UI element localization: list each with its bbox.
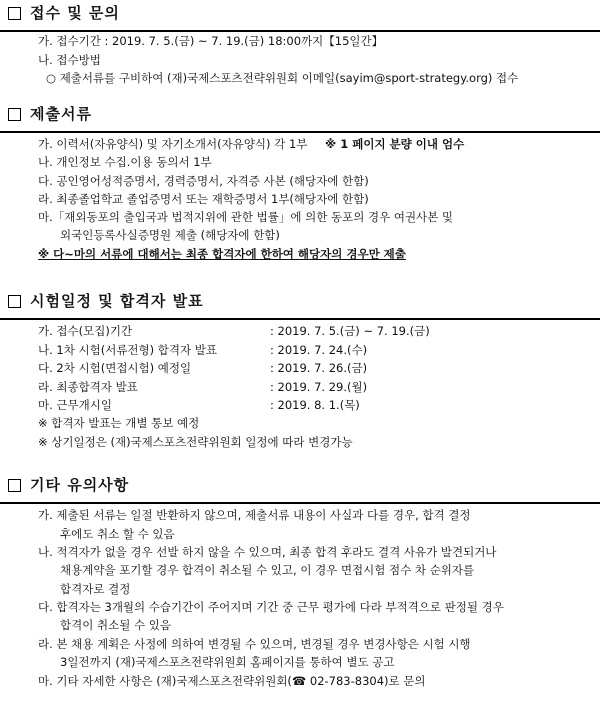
checkbox-square-icon [8, 479, 21, 492]
checkbox-square-icon [8, 7, 21, 20]
s4-line-5: 합격자로 결정 [60, 582, 131, 596]
s3-row-4 [38, 380, 367, 394]
s1-line-2: 나. 접수방법 [38, 53, 101, 67]
s2-line-1-main: 가. 이력서(자유양식) 및 자기소개서(자유양식) 각 1부 [38, 137, 308, 151]
s4-line-7: 합격이 취소될 수 있음 [60, 618, 171, 632]
s2-line-1 [38, 137, 464, 151]
section-header-documents [0, 103, 600, 133]
s3-row-label: 라. 최종합격자 발표 [38, 380, 138, 394]
s4-line-6: 다. 합격자는 3개월의 수습기간이 주어지며 기간 중 근무 평가에 다라 부적격으로 판정될 경우 [38, 600, 504, 614]
s3-row-value: : 2019. 7. 29.(월) [270, 380, 368, 394]
section-title: 기타 유의사항 [30, 476, 130, 494]
s3-row-2 [38, 343, 367, 357]
s4-line-8: 라. 본 채용 계획은 사정에 의하여 변경될 수 있으며, 변경될 경우 변경사항은 시험 시행 [38, 637, 471, 651]
s3-row-3 [38, 361, 367, 375]
s4-line-9: 3일전까지 (재)국제스포츠전략위원회 홈페이지를 통하여 별도 공고 [60, 655, 395, 669]
s3-row-value: : 2019. 7. 5.(금) ~ 7. 19.(금) [270, 324, 430, 338]
checkbox-square-icon [8, 295, 21, 308]
s4-line-3: 나. 적격자가 없을 경우 선발 하지 않을 수 있으며, 최종 합격 후라도 결격 사유가 발견되거나 [38, 545, 497, 559]
section-header-contact [0, 2, 600, 32]
s3-row-value: : 2019. 7. 26.(금) [270, 361, 368, 375]
s1-line-1: 가. 접수기간 : 2019. 7. 5.(금) ~ 7. 19.(금) 18:00까지【15일간】 [38, 34, 384, 48]
section-title: 시험일정 및 합격자 발표 [30, 292, 204, 310]
s3-note-2: ※ 상기일정은 (재)국제스포츠전략위원회 일정에 따라 변경가능 [38, 435, 353, 449]
s3-row-label: 마. 근무개시일 [38, 398, 112, 412]
s4-line-1: 가. 제출된 서류는 일절 반환하지 않으며, 제출서류 내용이 사실과 다를 경우, 합격 결정 [38, 508, 471, 522]
s3-note-1: ※ 합격자 발표는 개별 통보 예정 [38, 416, 200, 430]
s2-page-limit-note: ※ 1 페이지 분량 이내 엄수 [325, 137, 465, 151]
s3-row-1 [38, 324, 430, 338]
s2-bold-note: ※ 다~마의 서류에 대해서는 최종 합격자에 한하여 해당자의 경우만 제출 [38, 247, 406, 261]
s3-row-value: : 2019. 8. 1.(목) [270, 398, 360, 412]
s3-row-label: 나. 1차 시험(서류전형) 합격자 발표 [38, 343, 217, 357]
section-header-schedule [0, 290, 600, 320]
s3-row-label: 가. 접수(모집)기간 [38, 324, 133, 338]
s4-line-4: 채용계약을 포기할 경우 합격이 취소될 수 있고, 이 경우 면접시험 점수 차 순위자를 [60, 563, 475, 577]
s3-row-value: : 2019. 7. 24.(수) [270, 343, 368, 357]
s2-line-4: 라. 최종졸업학교 졸업증명서 또는 재학증명서 1부(해당자에 한함) [38, 192, 369, 206]
s2-line-2: 나. 개인정보 수집.이용 동의서 1부 [38, 155, 212, 169]
s2-line-5: 마.「재외동포의 출입국과 법적지위에 관한 법률」에 의한 동포의 경우 여권사본 및 [38, 210, 454, 224]
s1-line-3: ○ 제출서류를 구비하여 (재)국제스포츠전략위원회 이메일(sayim@sport-strategy.org) 접수 [46, 71, 519, 85]
s4-line-10: 마. 기타 자세한 사항은 (재)국제스포츠전략위원회(☎ 02-783-8304)로 문의 [38, 674, 426, 688]
s3-row-5 [38, 398, 360, 412]
section-title: 접수 및 문의 [30, 4, 120, 22]
section-header-notes [0, 474, 600, 504]
section-title: 제출서류 [30, 105, 92, 123]
s4-line-2: 후에도 취소 할 수 있음 [60, 527, 175, 541]
s3-row-label: 다. 2차 시험(면접시험) 예정일 [38, 361, 192, 375]
s2-line-3: 다. 공인영어성적증명서, 경력증명서, 자격증 사본 (해당자에 한함) [38, 174, 369, 188]
s2-line-6: 외국인등록사실증명원 제출 (해당자에 한함) [60, 228, 280, 242]
checkbox-square-icon [8, 108, 21, 121]
